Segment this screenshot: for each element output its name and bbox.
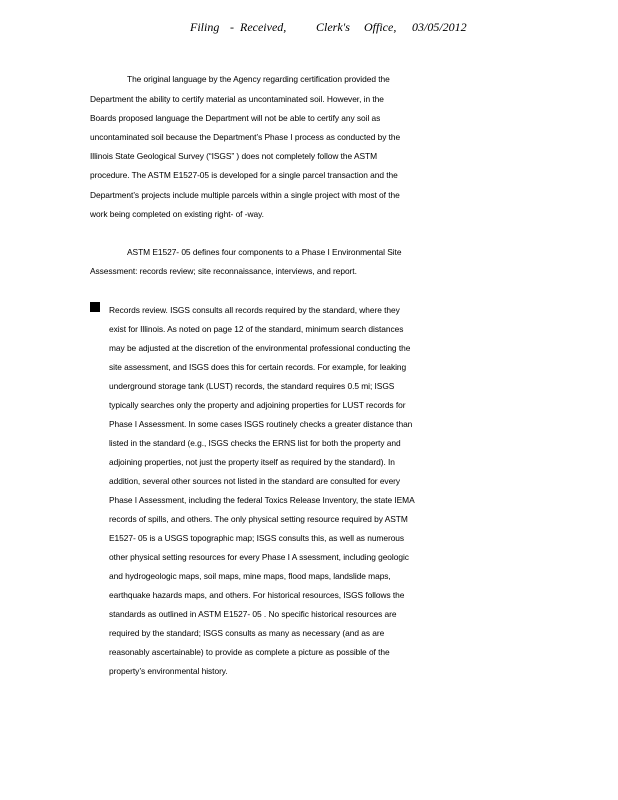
header-date: 03/05/2012 [412, 20, 467, 34]
filing-stamp-header [190, 20, 467, 35]
header-clerks: Clerk's [316, 20, 350, 34]
paragraph1-line: Illinois State Geological Survey (“ISGS” ) does not completely follow the ASTM [90, 151, 378, 161]
bullet-line: underground storage tank (LUST) records, the standard requires 0.5 mi; ISGS [109, 381, 395, 391]
bullet-line: Phase I Assessment. In some cases ISGS routinely checks a greater distance than [109, 419, 413, 429]
header-office: Office, [364, 20, 397, 34]
paragraph1-line: Department’s projects include multiple parcels within a single project with most of the [90, 190, 400, 200]
paragraph1-line: work being completed on existing right- of -way. [90, 209, 264, 219]
bullet-line: Records review. ISGS consults all records required by the standard, where they [109, 305, 400, 315]
bullet-line: site assessment, and ISGS does this for certain records. For example, for leaking [109, 362, 407, 372]
bullet-line: records of spills, and others. The only physical setting resource required by ASTM [109, 514, 408, 524]
header-received: Received, [240, 20, 287, 34]
bullet-line: and hydrogeologic maps, soil maps, mine maps, flood maps, landslide maps, [109, 571, 391, 581]
paragraph1-line: The original language by the Agency regarding certification provided the [127, 74, 390, 84]
bullet-square-icon [90, 302, 100, 312]
bullet-line: earthquake hazards maps, and others. For historical resources, ISGS follows the [109, 590, 405, 600]
header-dash: - [230, 20, 234, 34]
bullet-line: reasonably ascertainable) to provide as complete a picture as possible of the [109, 647, 390, 657]
bullet-line: adjoining properties, not just the property itself as required by the standard). In [109, 457, 395, 467]
bullet-line: other physical setting resources for every Phase I A ssessment, including geologic [109, 552, 409, 562]
paragraph2-line: ASTM E1527- 05 defines four components to a Phase I Environmental Site [127, 247, 402, 257]
paragraph1-line: uncontaminated soil because the Department’s Phase I process as conducted by the [90, 132, 401, 142]
bullet-line: typically searches only the property and adjoining properties for LUST records for [109, 400, 406, 410]
bullet-line: E1527- 05 is a USGS topographic map; ISGS consults this, as well as numerous [109, 533, 405, 543]
paragraph2-line: Assessment: records review; site reconnaissance, interviews, and report. [90, 266, 357, 276]
bullet-line: exist for Illinois. As noted on page 12 of the standard, minimum search distances [109, 324, 404, 334]
bullet-line: standards as outlined in ASTM E1527- 05 . No specific historical resources are [109, 609, 397, 619]
bullet-line: addition, several other sources not listed in the standard are consulted for every [109, 476, 401, 486]
bullet-line: required by the standard; ISGS consults as many as necessary (and as are [109, 628, 385, 638]
bullet-line: listed in the standard (e.g., ISGS checks the ERNS list for both the property and [109, 438, 401, 448]
bullet-line: Phase I Assessment, including the federal Toxics Release Inventory, the state IEMA [109, 495, 415, 505]
bullet-line: property’s environmental history. [109, 666, 228, 676]
bullet-line: may be adjusted at the discretion of the environmental professional conducting the [109, 343, 411, 353]
header-filing: Filing [190, 20, 220, 34]
paragraph1-line: Boards proposed language the Department will not be able to certify any soil as [90, 113, 381, 123]
paragraph1-line: Department the ability to certify material as uncontaminated soil. However, in the [90, 94, 384, 104]
paragraph1-line: procedure. The ASTM E1527-05 is developed for a single parcel transaction and the [90, 170, 398, 180]
